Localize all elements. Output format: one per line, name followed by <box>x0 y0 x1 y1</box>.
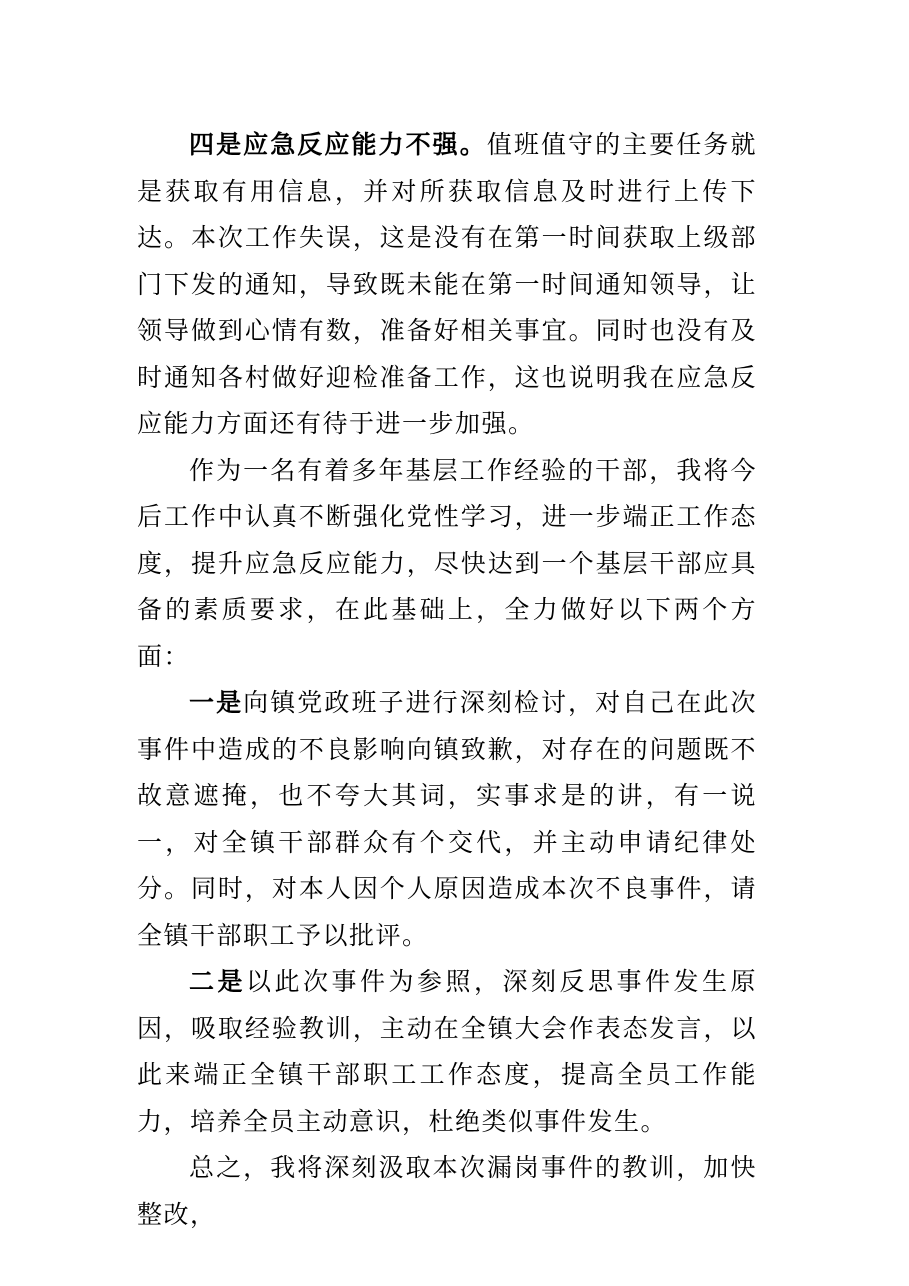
paragraph-text: 向镇党政班子进行深刻检讨，对自己在此次事件中造成的不良影响向镇致歉，对存在的问题既不故意遮掩，也不夸大其词，实事求是的讲，有一说一，对全镇干部群众有个交代，并主动申请纪律处分。同时，对本人因个人原因造成本次不良事件，请全镇干部职工予以批评。 <box>137 688 757 950</box>
paragraph-2 <box>137 448 757 681</box>
paragraph-5 <box>137 1145 757 1238</box>
paragraph-lead: 二是 <box>189 967 246 996</box>
document-body <box>137 122 757 1238</box>
paragraph-lead: 四是应急反应能力不强。 <box>189 130 487 159</box>
paragraph-1 <box>137 122 757 448</box>
paragraph-lead: 一是 <box>189 688 244 717</box>
paragraph-3 <box>137 680 757 959</box>
paragraph-text: 总之，我将深刻汲取本次漏岗事件的教训，加快整改， <box>137 1153 757 1229</box>
paragraph-text: 作为一名有着多年基层工作经验的干部，我将今后工作中认真不断强化党性学习，进一步端正工作态度，提升应急反应能力，尽快达到一个基层干部应具备的素质要求，在此基础上，全力做好以下两个方面： <box>137 455 757 671</box>
paragraph-text: 以此次事件为参照，深刻反思事件发生原因，吸取经验教训，主动在全镇大会作表态发言，以此来端正全镇干部职工工作态度，提高全员工作能力，培养全员主动意识，杜绝类似事件发生。 <box>137 967 757 1136</box>
paragraph-text: 值班值守的主要任务就是获取有用信息，并对所获取信息及时进行上传下达。本次工作失误，这是没有在第一时间获取上级部门下发的通知，导致既未能在第一时间通知领导，让领导做到心情有数，准备好相关事宜。同时也没有及时通知各村做好迎检准备工作，这也说明我在应急反应能力方面还有待于进一步加强。 <box>137 130 757 438</box>
paragraph-4 <box>137 959 757 1145</box>
